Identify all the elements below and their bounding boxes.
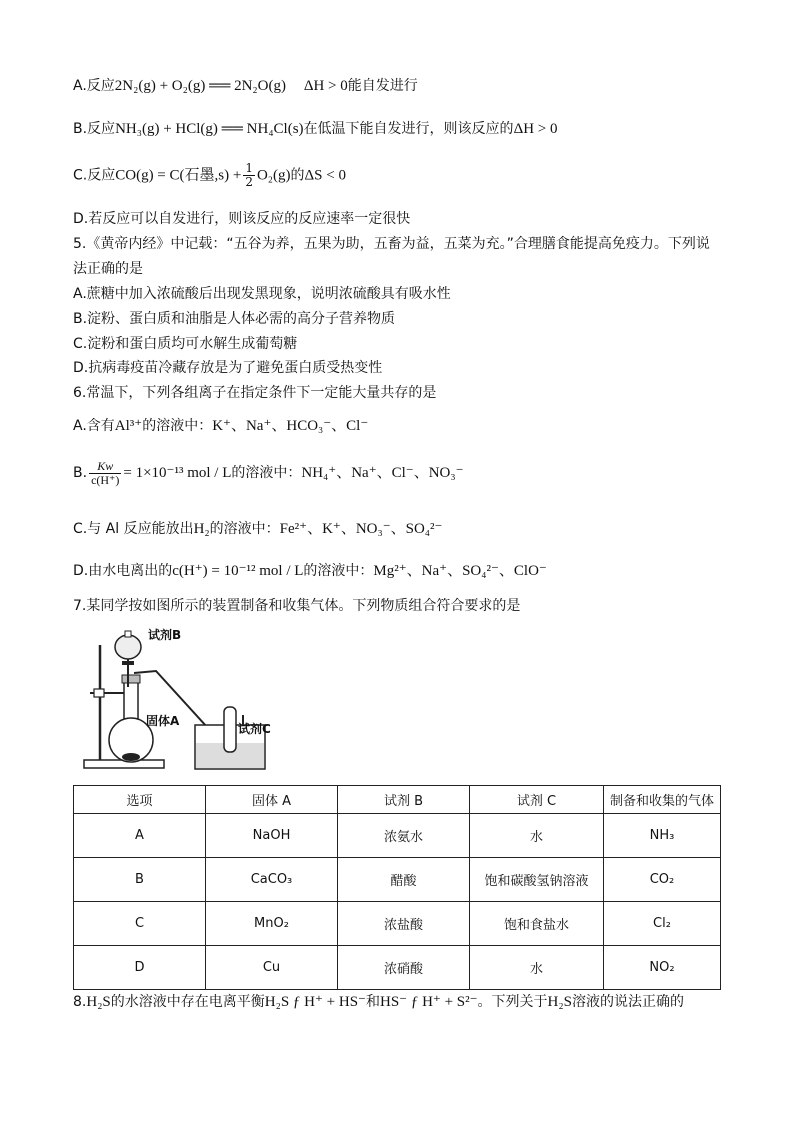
- cell-solid-a: CaCO₃: [206, 858, 338, 902]
- q8-equilibrium-2: HS⁻ ƒ H⁺ + S²⁻: [379, 994, 478, 1010]
- q8-gas-2: H₂S: [547, 994, 572, 1010]
- q8-mid3: 。下列关于: [477, 994, 548, 1010]
- q5-option-c: C.淀粉和蛋白质均可水解生成葡萄糖: [73, 336, 298, 352]
- q4-b-prefix: B.反应: [73, 121, 116, 137]
- label-reagent-b: 试剂B: [148, 628, 182, 642]
- cell-option: A: [74, 814, 206, 858]
- cell-solid-a: MnO₂: [206, 902, 338, 946]
- q4-c-condition: ΔS < 0: [304, 167, 346, 184]
- q4-option-a: [73, 76, 418, 96]
- q6-d-mid: 的溶液中：: [303, 563, 374, 579]
- q6-stem: 6.常温下，下列各组离子在指定条件下一定能大量共存的是: [73, 385, 437, 401]
- q6-option-c: [73, 519, 442, 539]
- cell-reagent-c: 饱和碳酸氢钠溶液: [470, 858, 604, 902]
- cell-reagent-b: 浓盐酸: [338, 902, 470, 946]
- q4-c-fraction: [243, 162, 255, 189]
- q8-stem: [73, 992, 684, 1012]
- header-gas: 制备和收集的气体: [604, 786, 721, 814]
- table-row: [74, 946, 721, 990]
- cell-gas: CO₂: [604, 858, 721, 902]
- q6-a-prefix: A.含有: [73, 418, 115, 434]
- q7-stem: 7.某同学按如图所示的装置制备和收集气体。下列物质组合符合要求的是: [73, 598, 521, 614]
- q4-a-equation: 2N₂(g) + O₂(g) ══ 2N₂O(g): [114, 78, 286, 94]
- cell-solid-a: NaOH: [206, 814, 338, 858]
- header-reagent-c: 试剂 C: [470, 786, 604, 814]
- cell-reagent-b: 醋酸: [338, 858, 470, 902]
- flask-stopper: [122, 675, 140, 683]
- gas-apparatus-figure: [78, 625, 288, 775]
- cell-reagent-c: 水: [470, 946, 604, 990]
- q8-gas: H₂S: [86, 994, 111, 1010]
- q4-b-condition: ΔH > 0: [513, 121, 558, 137]
- cell-gas: Cl₂: [604, 902, 721, 946]
- q5-option-b: B.淀粉、蛋白质和油脂是人体必需的高分子营养物质: [73, 311, 396, 327]
- cell-reagent-c: 水: [470, 814, 604, 858]
- label-solid-a: 固体A: [146, 714, 180, 728]
- q5-option-a: A.蔗糖中加入浓硫酸后出现发黑现象，说明浓硫酸具有吸水性: [73, 286, 451, 302]
- q6-b-value: = 1×10⁻¹³ mol / L: [123, 465, 232, 481]
- q8-mid1: 的水溶液中存在电离平衡: [110, 994, 265, 1010]
- q8-equilibrium-1: H₂S ƒ H⁺ + HS⁻: [264, 994, 366, 1010]
- q4-a-prefix: A.反应: [73, 78, 115, 94]
- q4-c-mid: 的: [290, 167, 305, 184]
- cell-option: D: [74, 946, 206, 990]
- header-option: 选项: [74, 786, 206, 814]
- cell-reagent-b: 浓氨水: [338, 814, 470, 858]
- q6-d-prefix: D.由水电离出的: [73, 563, 173, 579]
- q4-c-equation-left: CO(g) = C(石墨,s) +: [115, 167, 242, 184]
- header-reagent-b: 试剂 B: [338, 786, 470, 814]
- separatory-funnel: [115, 635, 141, 659]
- table-row: [74, 902, 721, 946]
- q6-b-fraction: [89, 460, 121, 487]
- q6-c-gas: H₂: [193, 521, 210, 537]
- label-reagent-c: 试剂C: [238, 722, 271, 736]
- q6-c-mid: 的溶液中：: [209, 521, 280, 537]
- q4-b-equation: NH₃(g) + HCl(g) ══ NH₄Cl(s): [115, 121, 304, 137]
- q6-d-ions: Mg²⁺、Na⁺、SO₄²⁻、ClO⁻: [373, 563, 547, 579]
- q4-c-equation-right: O₂(g): [256, 167, 291, 184]
- q4-option-c: [73, 162, 346, 189]
- q4-c-prefix: C.反应: [73, 167, 116, 184]
- q6-c-ions: Fe²⁺、K⁺、NO₃⁻、SO₄²⁻: [279, 521, 443, 537]
- solid-a-lump: [122, 753, 140, 761]
- q6-a-ions: K⁺、Na⁺、HCO₃⁻、Cl⁻: [212, 418, 369, 434]
- q6-b-mid: 的溶液中：: [231, 465, 302, 481]
- q4-option-b: [73, 119, 558, 139]
- cell-gas: NO₂: [604, 946, 721, 990]
- q8-prefix: 8.: [73, 994, 87, 1010]
- q6-d-value: c(H⁺) = 10⁻¹² mol / L: [172, 563, 304, 579]
- q5-stem-line1: 5.《黄帝内经》中记载：“五谷为养，五果为助，五畜为益，五菜为充。”合理膳食能提高免疫力。下列说: [73, 236, 710, 252]
- cell-gas: NH₃: [604, 814, 721, 858]
- q4-b-tail: 在低温下能自发进行，则该反应的: [303, 121, 514, 137]
- cell-option: C: [74, 902, 206, 946]
- cell-solid-a: Cu: [206, 946, 338, 990]
- collecting-test-tube: [224, 707, 236, 752]
- q4-c-frac-den: 2: [245, 175, 253, 189]
- table-row: [74, 858, 721, 902]
- clamp-holder: [94, 689, 104, 697]
- q6-b-frac-num: Kw: [89, 460, 121, 474]
- cell-reagent-b: 浓硝酸: [338, 946, 470, 990]
- q4-c-frac-num: 1: [245, 161, 253, 175]
- table-row: [74, 814, 721, 858]
- q6-option-d: [73, 561, 547, 581]
- q8-mid2: 和: [365, 994, 380, 1010]
- q6-b-ions: NH₄⁺、Na⁺、Cl⁻、NO₃⁻: [301, 465, 464, 481]
- q5-option-d: D.抗病毒疫苗冷藏存放是为了避免蛋白质受热变性: [73, 360, 383, 376]
- q6-a-ion: Al³⁺: [114, 418, 143, 434]
- q6-a-mid: 的溶液中：: [142, 418, 213, 434]
- q6-option-a: [73, 416, 368, 436]
- funnel-stopper: [125, 631, 131, 637]
- q6-b-prefix: B.: [73, 465, 88, 481]
- cell-option: B: [74, 858, 206, 902]
- table-header-row: [74, 786, 721, 814]
- funnel-stopcock: [122, 661, 134, 665]
- q6-b-frac-den: c(H⁺): [91, 472, 120, 487]
- q4-a-tail: 能自发进行: [347, 78, 418, 94]
- header-solid-a: 固体 A: [206, 786, 338, 814]
- q6-option-b: [73, 456, 464, 490]
- q4-a-condition: ΔH > 0: [303, 78, 348, 94]
- cell-reagent-c: 饱和食盐水: [470, 902, 604, 946]
- q4-option-d: D.若反应可以自发进行，则该反应的反应速率一定很快: [73, 211, 411, 227]
- q8-tail: 溶液的说法正确的: [571, 994, 684, 1010]
- q7-options-table: [73, 785, 721, 990]
- q6-c-prefix: C.与 Al 反应能放出: [73, 521, 194, 537]
- q5-stem-line2: 法正确的是: [73, 261, 143, 277]
